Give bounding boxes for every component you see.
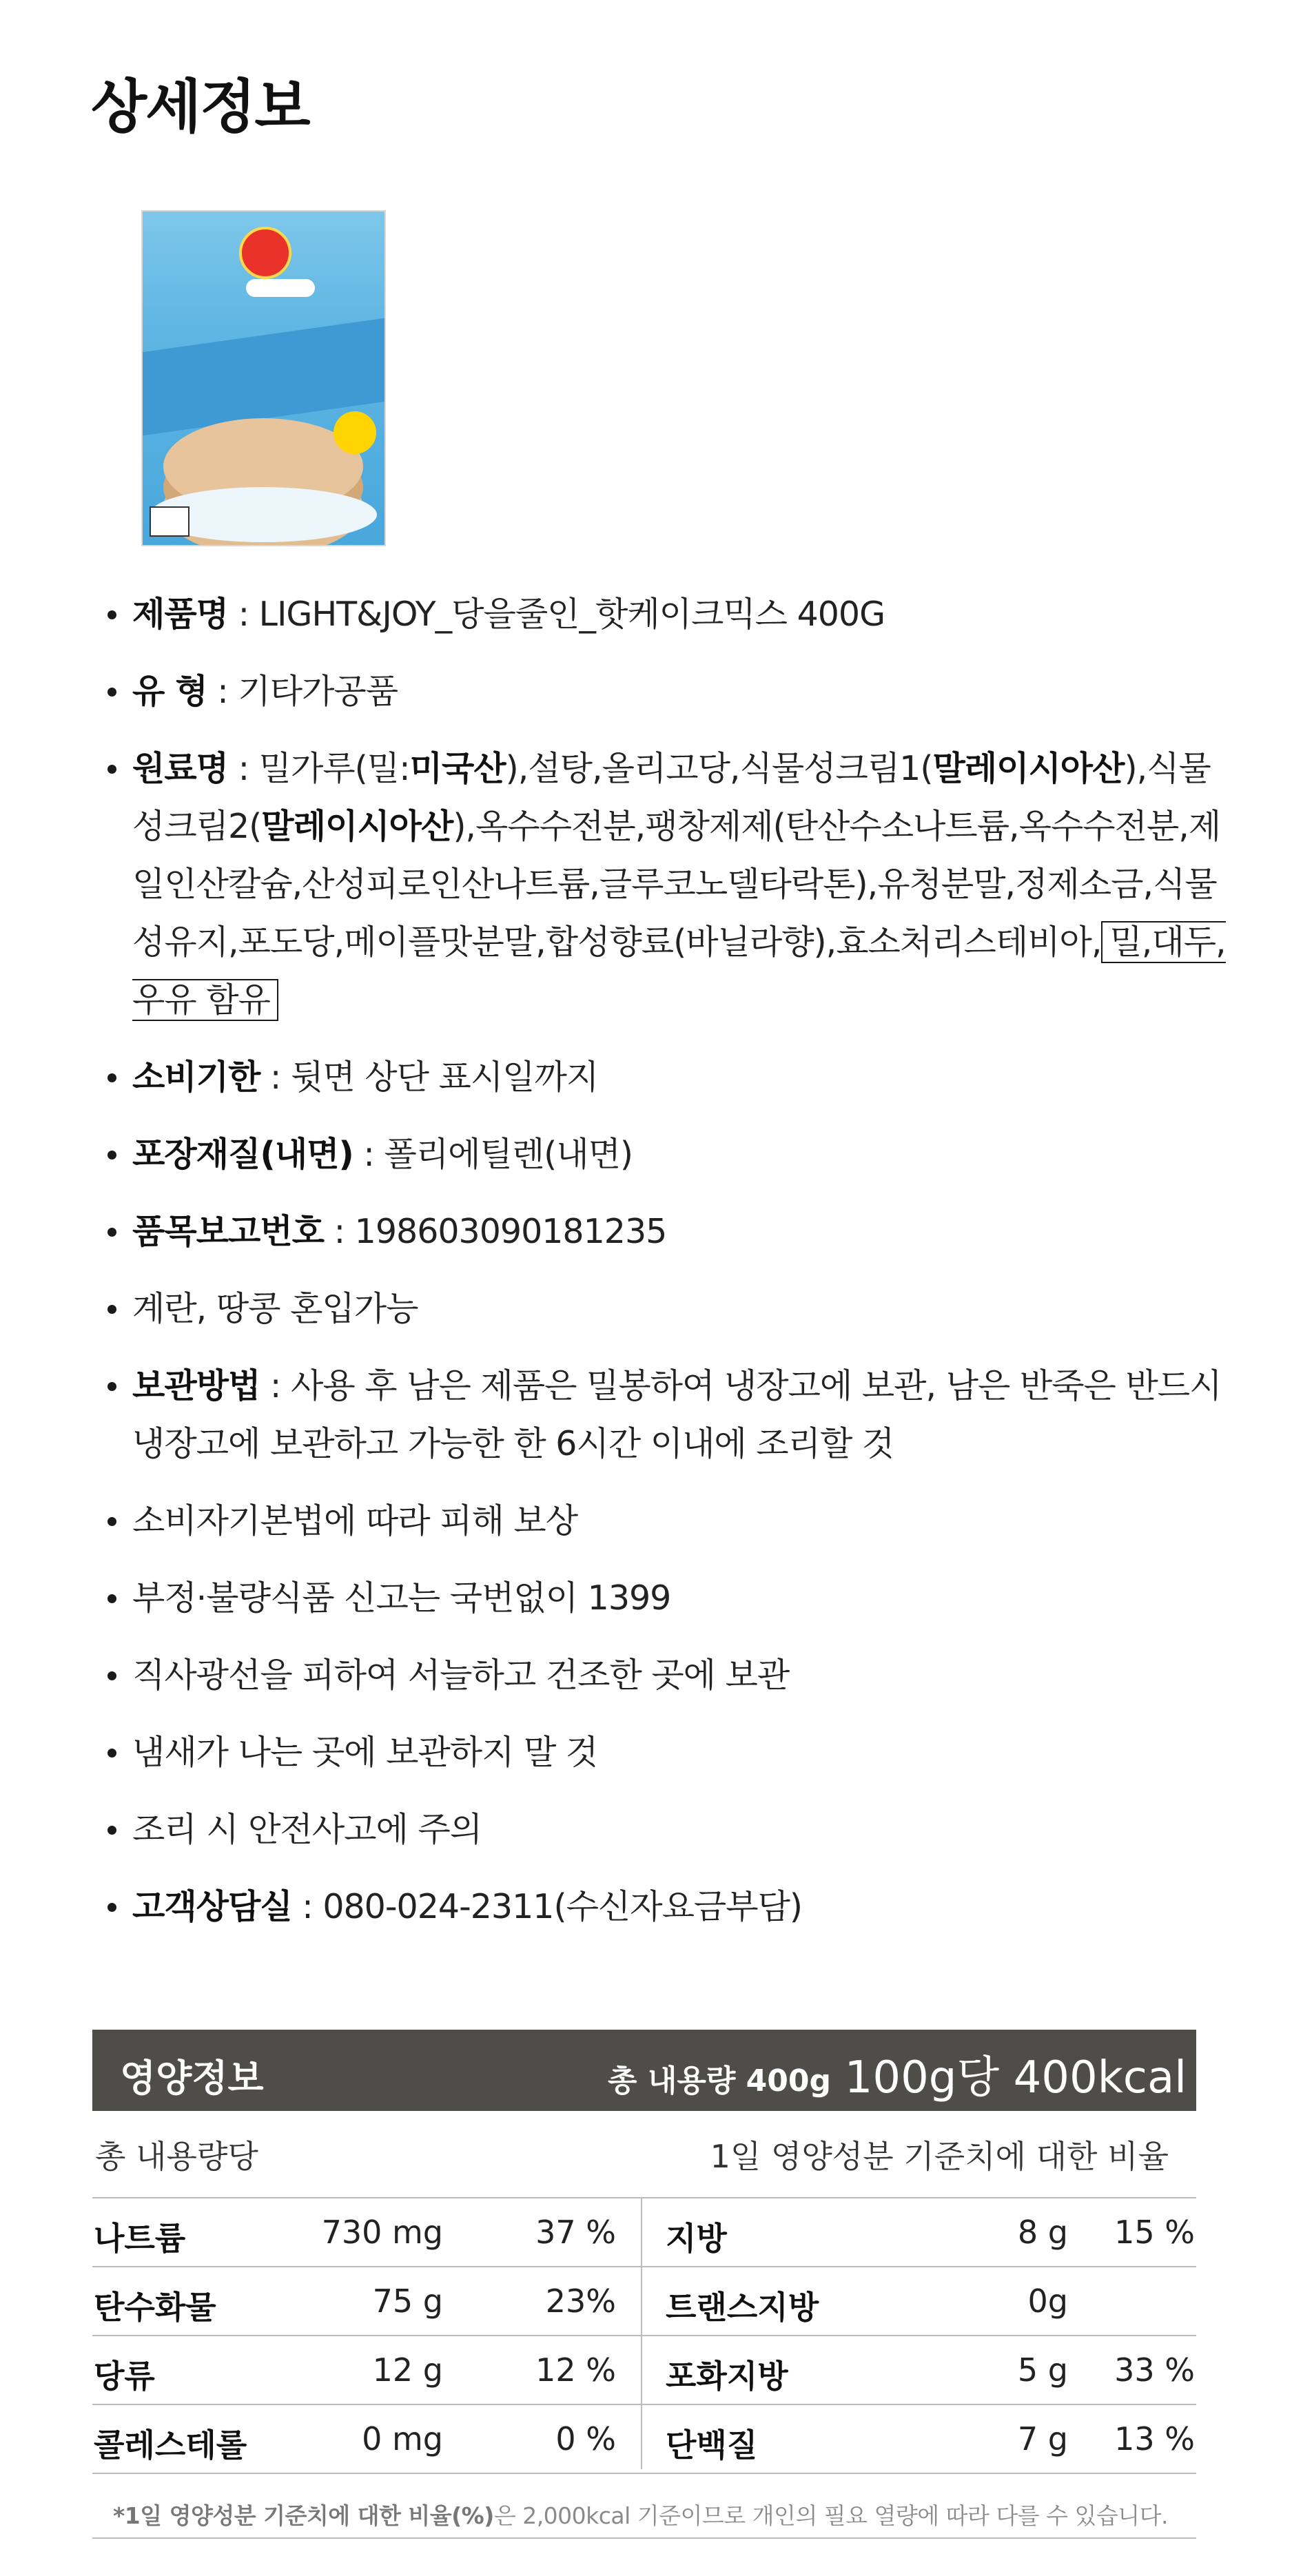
nutrient-name: 포화지방 — [666, 2358, 788, 2395]
bottom-rule — [92, 2537, 1196, 2539]
nutrient-amount: 0g — [1027, 2283, 1068, 2320]
info-ingredients: 원료명 : 밀가루(밀:미국산),설탕,올리고당,식물성크림1(말레이시아산),식물성크림2(말레이시아산),옥수수전분,팽창제제(탄산수소나트륨,옥수수전분,제일인산칼슘,산성피로인산나트륨,글루코노델타락톤),유청분말,정제소금,식물성유지,포도당,메이플맛분말,합성향료(바닐라향),효소처리스테비아, 밀,대두,우유 함유 — [102, 740, 1239, 1029]
nutrition-right-caption: 1일 영양성분 기준치에 대한 비율 — [710, 2138, 1169, 2175]
info-report-hotline: 부정·불량식품 신고는 국번없이 1399 — [102, 1569, 1239, 1627]
nutrient-name: 트랜스지방 — [666, 2289, 819, 2326]
info-customer-service: 고객상담실 : 080-024-2311(수신자요금부담) — [102, 1878, 1239, 1936]
nutrient-amount: 75 g — [372, 2283, 443, 2320]
nutrient-amount: 5 g — [1017, 2351, 1068, 2389]
nutrient-name: 단백질 — [666, 2426, 758, 2464]
info-expiry: 소비기한 : 뒷면 상단 표시일까지 — [102, 1049, 1239, 1106]
nutrition-header — [92, 2030, 1196, 2111]
nutrient-percent: 23% — [545, 2283, 616, 2320]
table-row — [92, 2335, 1196, 2404]
info-product-name: 제품명 : LIGHT&JOY_당을줄인_핫케이크믹스 400G — [102, 586, 1239, 643]
nutrition-total: 총 내용량 400g — [608, 2063, 831, 2099]
info-storage: 보관방법 : 사용 후 남은 제품은 밀봉하여 냉장고에 보관, 남은 반죽은 반드시 냉장고에 보관하고 가능한 한 6시간 이내에 조리할 것 — [102, 1357, 1239, 1473]
info-packaging: 포장재질(내면) : 폴리에틸렌(내면) — [102, 1126, 1239, 1184]
nutrition-title: 영양정보 — [120, 2057, 264, 2100]
table-row — [92, 2266, 1196, 2335]
product-package-image — [141, 210, 386, 546]
info-report-number: 품목보고번호 : 198603090181235 — [102, 1203, 1239, 1261]
nutrition-left-caption: 총 내용량당 — [95, 2138, 258, 2175]
nutrition-table — [92, 2030, 1196, 2537]
nutrient-name: 콜레스테롤 — [94, 2426, 247, 2464]
info-cooking-safety: 조리 시 안전사고에 주의 — [102, 1801, 1239, 1859]
nutrient-percent: 15 % — [1114, 2214, 1195, 2251]
nutrient-name: 나트륨 — [94, 2220, 186, 2257]
nutrition-kcal: 100g당 400kcal — [844, 2052, 1187, 2103]
brand-ribbon — [246, 279, 315, 297]
nutrient-amount: 730 mg — [321, 2214, 443, 2251]
column-divider — [641, 2197, 642, 2469]
allergen-box: 밀,대두,우유 함유 — [132, 923, 1226, 1020]
nutrient-percent: 12 % — [535, 2351, 616, 2389]
nutrient-percent: 33 % — [1114, 2351, 1195, 2389]
sugar-reduction-badge — [334, 411, 376, 454]
product-info-list — [102, 586, 1239, 1955]
info-storage-sunlight: 직사광선을 피하여 서늘하고 건조한 곳에 보관 — [102, 1647, 1239, 1704]
info-compensation: 소비자기본법에 따라 피해 보상 — [102, 1492, 1239, 1550]
brand-logo-icon — [239, 227, 291, 279]
info-cross-contamination: 계란, 땅콩 혼입가능 — [102, 1280, 1239, 1338]
nutrient-amount: 0 mg — [362, 2420, 443, 2457]
nutrient-percent: 37 % — [535, 2214, 616, 2251]
nutrient-name: 지방 — [666, 2220, 727, 2257]
nutrient-amount: 7 g — [1017, 2420, 1068, 2457]
nutrient-amount: 12 g — [372, 2351, 443, 2389]
nutrition-footnote: *1일 영양성분 기준치에 대한 비율(%)은 2,000kcal 기준이므로 개인의 필요 열량에 따라 다를 수 있습니다. — [113, 2502, 1169, 2529]
table-row — [92, 2404, 1196, 2474]
nutrient-name: 당류 — [94, 2358, 155, 2395]
table-row — [92, 2197, 1196, 2266]
info-storage-odor: 냄새가 나는 곳에 보관하지 말 것 — [102, 1724, 1239, 1782]
page-title: 상세정보 — [91, 73, 309, 141]
nutrient-percent: 0 % — [555, 2420, 616, 2457]
nutrition-rows — [92, 2197, 1196, 2474]
nutrient-percent: 13 % — [1114, 2420, 1195, 2457]
nutrient-name: 탄수화물 — [94, 2289, 216, 2326]
weight-label — [150, 506, 189, 537]
info-type: 유 형 : 기타가공품 — [102, 663, 1239, 721]
nutrient-amount: 8 g — [1017, 2214, 1068, 2251]
